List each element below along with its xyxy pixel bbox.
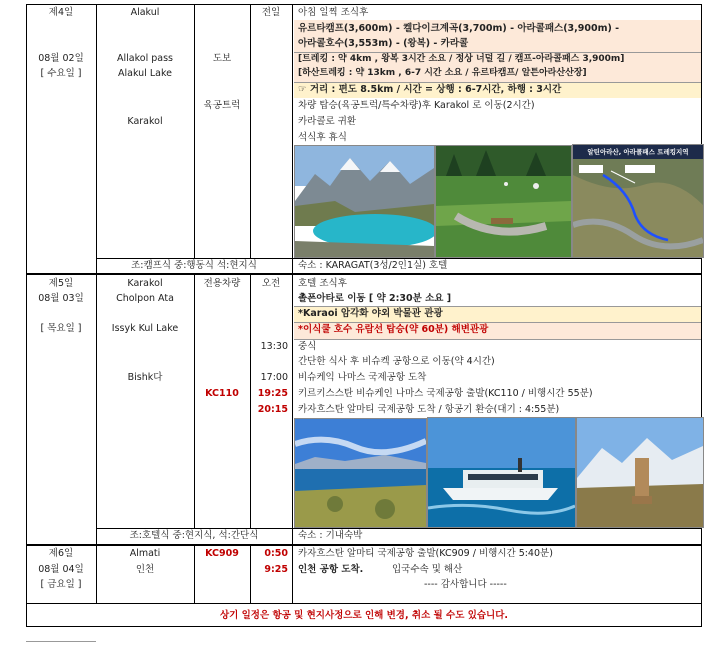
hotel-info: 숙소 : 기내숙박: [298, 530, 363, 541]
table-border-right: [701, 4, 702, 627]
itinerary-line: 아침 일찍 조식후: [298, 7, 369, 18]
place-name: Issyk Kul Lake: [111, 323, 179, 334]
transport-label: 육공트럭: [203, 100, 241, 111]
itinerary-line: 비슈케익 나마스 국제공항 도착: [298, 372, 427, 383]
itinerary-line: 중식: [298, 341, 317, 352]
transport-label: 전용차량: [203, 278, 241, 289]
day-label: 제6일: [48, 548, 74, 559]
col-divider: [194, 275, 195, 528]
place-name: Cholpon Ata: [116, 293, 174, 304]
day-date: 08월 03일: [38, 293, 84, 304]
time-value: 9:25: [264, 564, 288, 575]
place-name: Alakul Lake: [118, 68, 172, 79]
place-name: Alakul: [130, 7, 160, 18]
itinerary-line: 아라콜호수(3,553m) - (왕복) - 카라콜: [298, 38, 469, 49]
itinerary-line: 차량 탑승(육공트럭/특수차량)후 Karakol 로 이동(2시간): [298, 100, 535, 111]
sightseeing-item: *이식쿨 호수 유람선 탑승(약 60분) 해변관광: [298, 324, 489, 335]
itinerary-line: 호텔 조식후: [298, 278, 347, 289]
place-name: Karakol: [127, 278, 163, 289]
trekking-note: [하산트레킹 : 약 13km , 6-7 시간 소요 / 유르타캠프/ 알튼아라산산장]: [298, 68, 587, 78]
col-divider: [250, 4, 251, 258]
place-name: Karakol: [127, 116, 163, 127]
time-value: 13:30: [260, 341, 288, 352]
day-label: 제4일: [48, 7, 74, 18]
col-divider: [292, 4, 293, 603]
time-value: 17:00: [260, 372, 288, 383]
camp-photo: [435, 145, 572, 258]
flight-code: KC909: [205, 548, 239, 559]
time-label: 오전: [261, 278, 281, 289]
col-divider: [250, 275, 251, 528]
table-border-bottom: [26, 626, 702, 627]
lake-photo: [294, 145, 435, 258]
footnote-rule: [26, 641, 96, 642]
map-title: 알틴아라산, 아라콜패스 트레킹지역: [587, 148, 689, 156]
time-value: 19:25: [257, 388, 288, 399]
flight-code: KC110: [205, 388, 239, 399]
time-value: 0:50: [264, 548, 288, 559]
day-weekday: [ 금요일 ]: [40, 579, 82, 590]
place-name: Bishk다: [127, 372, 163, 383]
day-label: 제5일: [48, 278, 74, 289]
footer-notice: 상기 일정은 항공 및 현지사정으로 인해 변경, 취소 될 수도 있습니다.: [219, 610, 509, 621]
day-date: 08월 02일: [38, 53, 84, 64]
meal-info: 조:캠프식 중:행동식 석:현지식: [131, 260, 257, 271]
place-name: 인천: [135, 564, 155, 575]
transport-label: 도보: [212, 53, 232, 64]
itinerary-line: 유르타캠프(3,600m) - 켈다이크계곡(3,700m) - 아라콜패스(3,900m) -: [298, 23, 620, 34]
day-weekday: [ 목요일 ]: [40, 323, 82, 334]
itinerary-line: 카라콜로 귀환: [298, 116, 357, 127]
cruise-boat-photo: [427, 417, 576, 528]
itinerary-line: 간단한 식사 후 비슈켁 공항으로 이동(약 4시간): [298, 356, 495, 367]
burana-tower-photo: [576, 417, 704, 528]
trekking-note: [트레킹 : 약 4km , 왕복 3시간 소요 / 정상 너덜 길 / 캠프-아라콜패스 3,900m]: [298, 54, 625, 64]
itinerary-line: 촐폰아타로 이동 [ 약 2:30분 소요 ]: [298, 293, 452, 304]
place-name: Almati: [129, 548, 161, 559]
closing-note: ---- 감사합니다 -----: [424, 579, 507, 590]
itinerary-line: 입국수속 및 해산: [392, 564, 463, 575]
itinerary-line: 인천 공항 도착.: [298, 564, 364, 575]
place-name: Allakol pass: [117, 53, 173, 64]
distance-note: ☞ 거리 : 편도 8.5km / 시간 = 상행 : 6-7시간, 하행 : 3시간: [298, 84, 562, 95]
issyk-kul-photo: [294, 418, 427, 528]
col-divider: [194, 4, 195, 258]
hotel-info: 숙소 : KARAGAT(3성/2인1실) 호텔: [298, 260, 448, 271]
trekking-map: [572, 144, 704, 258]
day-date: 08월 04일: [38, 564, 84, 575]
itinerary-line: 키르키스스탄 비슈케인 나마스 국제공항 출발(KC110 / 비행시간 55분): [298, 388, 593, 399]
sightseeing-item: *Karaoi 암각화 야외 박물관 관광: [298, 308, 443, 319]
itinerary-line: 카자흐스탄 알마티 국제공항 출발(KC909 / 비행시간 5:40분): [298, 548, 553, 559]
time-value: 20:15: [257, 404, 288, 415]
table-border-top: [26, 4, 702, 5]
row-divider: [26, 273, 702, 275]
itinerary-line: 석식후 휴식: [298, 132, 347, 143]
meal-info: 조:호텔식 중:현지식, 석:간단식: [129, 530, 259, 541]
row-divider: [26, 544, 702, 546]
table-border-left: [26, 4, 27, 627]
row-divider: [26, 603, 702, 604]
time-label: 전일: [261, 7, 281, 18]
itinerary-line: 카자흐스탄 알마티 국제공항 도착 / 항공기 환승(대기 : 4:55분): [298, 404, 560, 415]
day-weekday: [ 수요일 ]: [40, 68, 82, 79]
